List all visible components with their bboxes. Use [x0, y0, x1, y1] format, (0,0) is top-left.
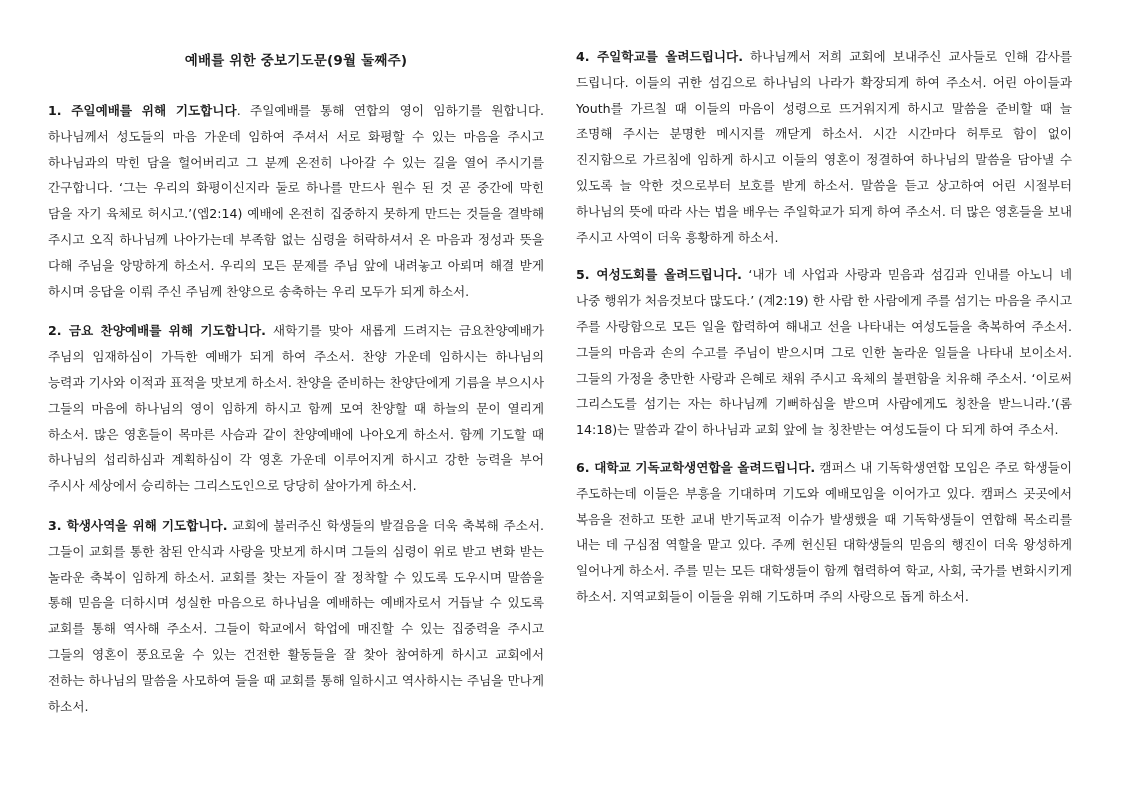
prayer-section-womens-fellowship: [576, 262, 1072, 443]
section-body: 교회에 불러주신 학생들의 발걸음을 더욱 축복해 주소서. 그들이 교회를 통한 참된 안식과 사랑을 맛보게 하시며 그들의 심령이 위로 받고 변화 받는 놀라운 축복이 임하게 하소서. 교회를 찾는 자들이 잘 정착할 수 있도록 도우시며 말씀을 통해 믿음을 더하시며 성실한 마음으로 하나님을 예배하는 예배자로서 거듭날 수 있도록 교회를 통해 역사해 주소서. 그들이 학교에서 학업에 매진할 수 있는 집중력을 주시고 그들의 영혼이 풍요로울 수 있는 건전한 활동들을 잘 찾아 참여하게 하시고 교회에서 전하는 하나님의 말씀을 사모하여 들을 때 교회를 통해 일하시고 역사하시는 주님을 만나게 하소서.: [48, 517, 544, 714]
prayer-section-sunday-school: [576, 44, 1072, 250]
prayer-section-friday-worship: [48, 318, 544, 499]
prayer-section-student-ministry: [48, 513, 544, 719]
section-body: . 주일예배를 통해 연합의 영이 임하기를 원합니다. 하나님께서 성도들의 마음 가운데 임하여 주셔서 서로 화평할 수 있는 마음을 주시고 하나님과의 막힌 담을 헐어버리고 그 분께 온전히 나아갈 수 있는 길을 열어 주시기를 간구합니다. ‘그는 우리의 화평이신지라 둘로 하나를 만드사 원수 된 것 곧 중간에 막힌 담을 자기 육체로 허시고.’(엡2:14) 예배에 온전히 집중하지 못하게 만드는 것들을 결박해 주시고 오직 하나님께 나아가는데 부족함 없는 심령을 허락하셔서 온 마음과 정성과 뜻을 다해 주님을 앙망하게 하소서. 우리의 모든 문제를 주님 앞에 내려놓고 아뢰며 해결 받게 하시며 응답을 이뤄 주신 주님께 찬양으로 송축하는 우리 모두가 되게 하소서.: [48, 103, 545, 299]
document-title: 예배를 위한 중보기도문(9월 둘째주): [184, 53, 408, 69]
section-heading: 2. 금요 찬양예배를 위해 기도합니다.: [48, 323, 266, 339]
section-body: ‘내가 네 사업과 사랑과 믿음과 섬김과 인내를 아노니 네 나중 행위가 처음것보다 많도다.’ (계2:19) 한 사람 한 사람에게 주를 섬기는 마음을 주시고 주를 사랑함으로 모든 일을 합력하여 해내고 선을 나타내는 여성도들을 축복하여 주소서. 그들의 마음과 손의 수고를 주님이 받으시며 그로 인한 놀라운 일들을 나타내 보이소서. 그들의 가정을 충만한 사랑과 은혜로 채워 주시고 육체의 불편함을 치유해 주소서. ‘이로써 그리스도를 섬기는 자는 하나님께 기뻐하심을 받으며 사람에게도 칭찬을 받느니라.’(롬 14:18)는 말씀과 같이 하나님과 교회 앞에 늘 칭찬받는 여성도들이 다 되게 하여 주소서.: [576, 267, 1072, 438]
prayer-section-university-fellowship: [576, 455, 1072, 610]
prayer-section-sunday-worship: [48, 98, 544, 304]
section-body: 새학기를 맞아 새롭게 드려지는 금요찬양예배가 주님의 임재하심이 가득한 예배가 되게 하여 주소서. 찬양 가운데 임하시는 하나님의 능력과 기사와 이적과 표적을 맛보게 하소서. 찬양을 준비하는 찬양단에게 기름을 부으시사 그들의 마음에 하나님의 영이 임하게 하시고 함께 모여 찬양할 때 하늘의 문이 열리게 하소서. 많은 영혼들이 목마른 사슴과 같이 찬양예배에 나아오게 하소서. 함께 기도할 때 하나님의 섭리하심과 계획하심이 각 영혼 가운데 이루어지게 하시고 강한 능력을 부어 주시사 세상에서 승리하는 그리스도인으로 당당히 살아가게 하소서.: [48, 323, 545, 494]
section-heading: 4. 주일학교를 올려드립니다.: [576, 49, 743, 64]
section-heading: 1. 주일예배를 위해 기도합니다: [48, 103, 237, 118]
section-heading: 5. 여성도회를 올려드립니다.: [576, 267, 742, 283]
right-column: [576, 44, 1072, 622]
left-column: [48, 44, 544, 733]
section-body: 캠퍼스 내 기독학생연합 모임은 주로 학생들이 주도하는데 이들은 부흥을 기대하며 기도와 예배모임을 이어가고 있다. 캠퍼스 곳곳에서 복음을 전하고 또한 교내 반기독교적 이슈가 발생했을 때 기독학생들이 연합해 목소리를 내는 데 구심점 역할을 맡고 있다. 주께 헌신된 대학생들의 믿음의 행진이 더욱 왕성하게 일어나게 하소서. 주를 믿는 모든 대학생들이 함께 협력하여 학교, 사회, 국가를 변화시키게 하소서. 지역교회들이 이들을 위해 기도하며 주의 사랑으로 돕게 하소서.: [576, 459, 1072, 604]
section-heading: 6. 대학교 기독교학생연합을 올려드립니다.: [576, 459, 816, 475]
section-heading: 3. 학생사역을 위해 기도합니다.: [48, 517, 228, 533]
section-body: 하나님께서 저희 교회에 보내주신 교사들로 인해 감사를 드립니다. 이들의 귀한 섬김으로 하나님의 나라가 확장되게 하여 주소서. 어린 아이들과 Youth를 가르칠 때 이들의 마음이 성령으로 뜨거워지게 하시고 말씀을 준비할 때 늘 조명해 주시는 분명한 메시지를 깨닫게 하소서. 시간 시간마다 허투로 함이 없이 진지함으로 가르침에 임하게 하시고 이들의 영혼이 정결하여 하나님의 말씀을 담아낼 수 있도록 늘 악한 것으로부터 보호를 받게 하소서. 말씀을 듣고 상고하여 어린 시절부터 하나님의 뜻에 따라 사는 법을 배우는 주일학교가 되게 하여 주소서. 더 많은 영혼들을 보내 주시고 사역이 더욱 흥황하게 하소서.: [576, 49, 1072, 245]
